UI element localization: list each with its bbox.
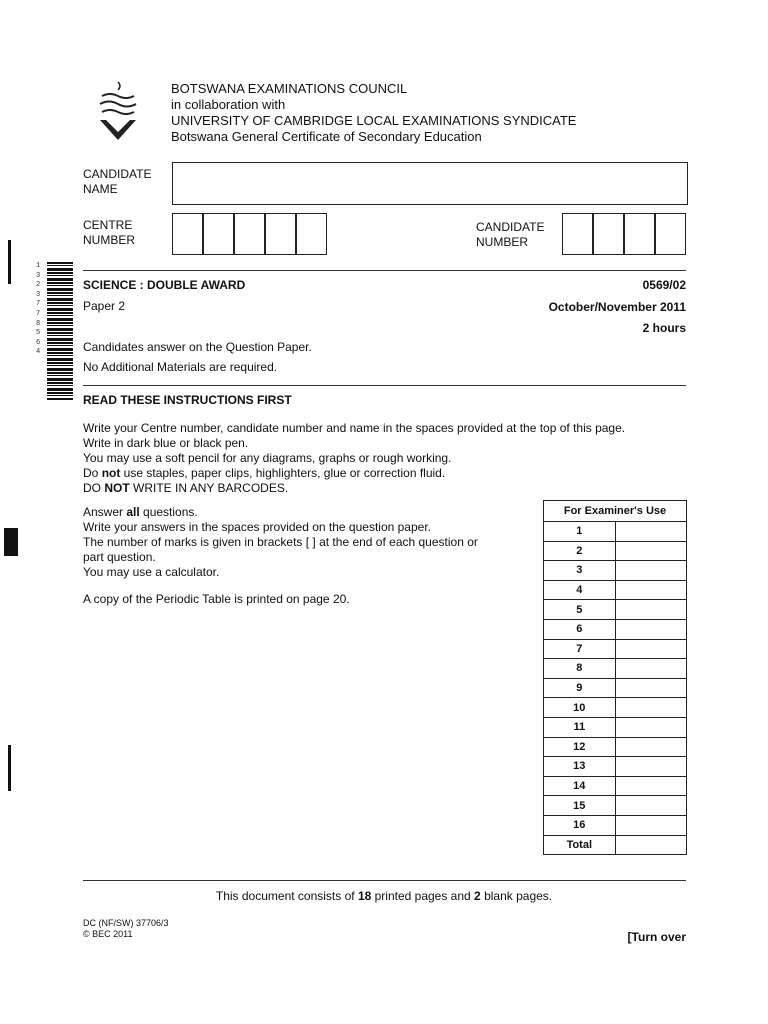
mark-cell[interactable] [615,757,686,777]
table-row: 5 [544,600,687,620]
examiner-use-table [543,500,687,855]
table-row: 15 [544,796,687,816]
mark-cell[interactable] [615,737,686,757]
table-row: 8 [544,659,687,679]
mark-cell[interactable] [615,835,686,855]
table-row: 11 [544,717,687,737]
table-row: Total [544,835,687,855]
candidate-digit-box[interactable] [562,213,593,255]
mark-cell[interactable] [615,639,686,659]
materials-line-1: Candidates answer on the Question Paper. [83,340,312,354]
candidate-number-label: CANDIDATE NUMBER [476,220,545,249]
candidate-digit-box[interactable] [655,213,686,255]
mark-cell[interactable] [615,659,686,679]
table-row: 13 [544,757,687,777]
table-row: 3 [544,561,687,581]
divider [83,385,686,386]
table-row: 9 [544,678,687,698]
mark-cell[interactable] [615,776,686,796]
mark-cell[interactable] [615,698,686,718]
mark-cell[interactable] [615,580,686,600]
centre-digit-box[interactable] [172,213,203,255]
candidate-name-label: CANDIDATE NAME [83,167,152,196]
subject-title: SCIENCE : DOUBLE AWARD [83,278,246,292]
scan-mark [4,528,18,556]
header-cambridge: UNIVERSITY OF CAMBRIDGE LOCAL EXAMINATIONS SYNDICATE [171,113,577,128]
mark-cell[interactable] [615,717,686,737]
candidate-name-field[interactable] [172,162,688,205]
table-row: 4 [544,580,687,600]
table-row: 2 [544,541,687,561]
page-count-note: This document consists of 18 printed pages and 2 blank pages. [215,889,553,903]
bec-logo-icon [96,80,140,142]
centre-digit-box[interactable] [234,213,265,255]
document-reference: DC (NF/SW) 37706/3 © BEC 2011 [83,918,169,939]
candidate-digit-box[interactable] [593,213,624,255]
table-row: 12 [544,737,687,757]
candidate-number-field[interactable] [562,213,686,255]
centre-digit-box[interactable] [265,213,296,255]
table-row: 1 [544,522,687,542]
table-row: 6 [544,619,687,639]
centre-digit-box[interactable] [296,213,327,255]
centre-digit-box[interactable] [203,213,234,255]
periodic-table-note: A copy of the Periodic Table is printed on page 20. [83,592,350,606]
table-row: 10 [544,698,687,718]
scan-mark [8,240,11,284]
divider [83,270,686,271]
instructions-block: Write your Centre number, candidate number and name in the spaces provided at the top of this page. Write in dark blue or black pen. You may use a soft pencil for any diagrams, graphs or rough working. Do not use staples, paper clips, highlighters, glue or correction fluid. DO NOT WRITE IN ANY BARCODES. [83,421,626,495]
mark-cell[interactable] [615,600,686,620]
centre-number-label: CENTRE NUMBER [83,218,136,247]
materials-line-2: No Additional Materials are required. [83,360,278,374]
mark-cell[interactable] [615,619,686,639]
barcode [47,262,73,400]
mark-cell[interactable] [615,796,686,816]
examiner-table-title: For Examiner's Use [544,501,687,522]
table-row: 14 [544,776,687,796]
table-row: 7 [544,639,687,659]
mark-cell[interactable] [615,522,686,542]
table-row: 16 [544,815,687,835]
paper-code: 0569/02 [642,278,686,292]
header-bgcse: Botswana General Certificate of Secondary Education [171,129,482,144]
instructions-block-2: Answer all questions. Write your answers in the spaces provided on the question paper. The number of marks is given in brackets [ ] at the end of each question or part question. You may use a calculator. [83,505,478,579]
centre-number-field[interactable] [172,213,327,255]
scan-mark [8,745,11,791]
mark-cell[interactable] [615,561,686,581]
header-council: BOTSWANA EXAMINATIONS COUNCIL [171,81,408,96]
instructions-heading: READ THESE INSTRUCTIONS FIRST [83,393,292,407]
mark-cell[interactable] [615,815,686,835]
paper-number: Paper 2 [83,299,126,313]
barcode-digits: 1 3 2 3 7 7 8 5 6 4 [36,262,41,357]
mark-cell[interactable] [615,541,686,561]
copyright: © BEC 2011 [83,929,133,939]
header-collaboration: in collaboration with [171,97,286,112]
divider [83,880,686,881]
candidate-digit-box[interactable] [624,213,655,255]
exam-session: October/November 2011 [548,300,686,314]
exam-duration: 2 hours [642,321,686,335]
turn-over-label: [Turn over [627,930,686,944]
mark-cell[interactable] [615,678,686,698]
